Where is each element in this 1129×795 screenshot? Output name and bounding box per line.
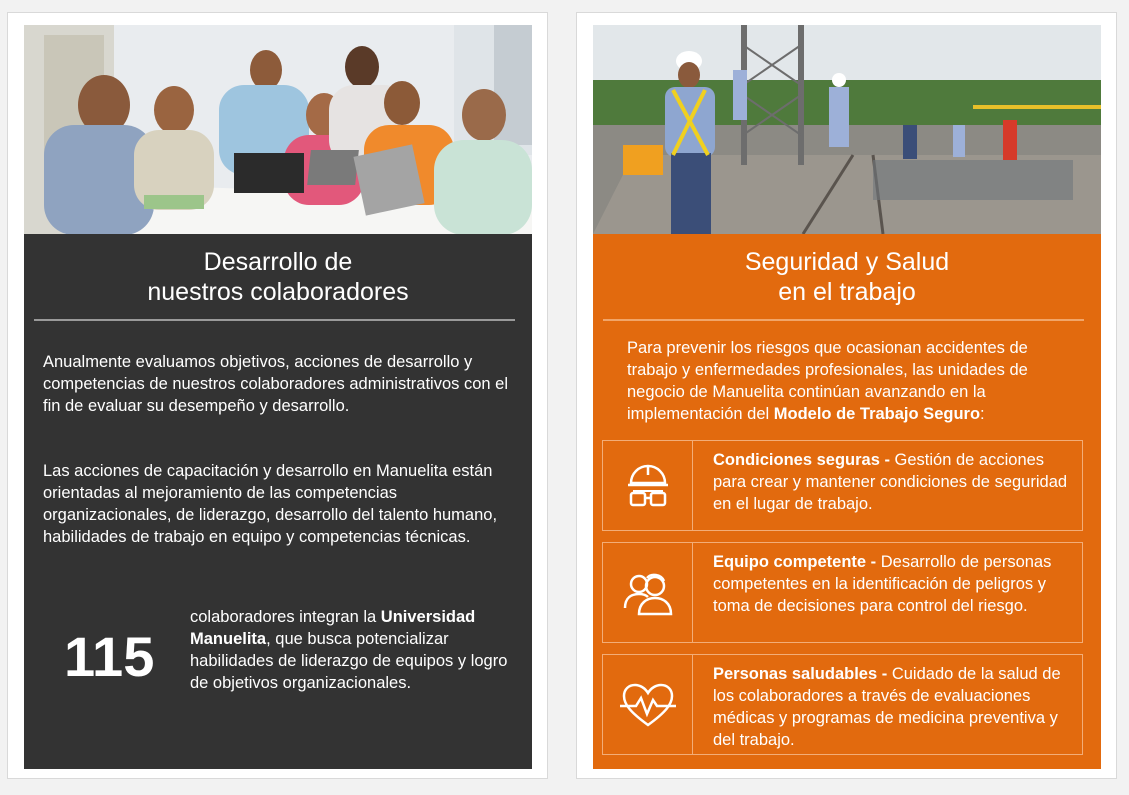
hardhat-goggles-icon bbox=[623, 461, 673, 511]
training-paragraph: Las acciones de capacitación y desarrollo en Manuelita están orientadas al mejoramiento de las competencias organizacionales, de liderazgo, desarrollo del talento humano, habilidades de trabajo en equipo y competencias técnicas. bbox=[43, 462, 498, 546]
safety-workers-photo bbox=[593, 25, 1101, 234]
feature-text bbox=[713, 663, 1068, 751]
feature-description: Gestión de acciones para crear y mantener condiciones de seguridad en el lugar de trabajo. bbox=[713, 451, 1068, 513]
development-title-line2: nuestros colaboradores bbox=[147, 278, 409, 306]
development-panel bbox=[24, 25, 532, 769]
safety-title-line2: en el trabajo bbox=[778, 278, 916, 306]
collaborators-count: 115 bbox=[64, 625, 155, 688]
stat-text-after: , que busca potencializar habilidades de liderazgo de equipos y logro de objetivos organizacionales. bbox=[190, 630, 508, 692]
left-card bbox=[7, 12, 548, 779]
feature-description: Cuidado de la salud de los colaboradores a través de evaluaciones médicas y programas de medicina preventiva y del trabajo. bbox=[713, 665, 1061, 749]
development-title bbox=[24, 247, 532, 307]
feature-safe-conditions bbox=[602, 440, 1083, 531]
heart-pulse-icon bbox=[618, 680, 678, 730]
team-meeting-photo bbox=[24, 25, 532, 234]
feature-text bbox=[713, 551, 1068, 617]
feature-description: Desarrollo de personas competentes en la identificación de peligros y toma de decisiones para control del riesgo. bbox=[713, 553, 1052, 615]
feature-title: Condiciones seguras - bbox=[713, 451, 895, 469]
safe-work-model: Modelo de Trabajo Seguro bbox=[773, 405, 981, 423]
intro-text: Para prevenir los riesgos que ocasionan accidentes de trabajo y enfermedades profesionales, las unidades de negocio de Manuelita continúan avanzando en la implementación del bbox=[627, 339, 1028, 423]
evaluation-paragraph: Anualmente evaluamos objetivos, acciones de desarrollo y competencias de nuestros colaboradores administrativos con el fin de evaluar su desempeño y desarrollo. bbox=[43, 353, 508, 415]
feature-text bbox=[713, 449, 1068, 515]
feature-icon-cell bbox=[603, 543, 693, 642]
feature-icon-cell bbox=[603, 655, 693, 754]
university-stat-text bbox=[190, 606, 510, 694]
feature-healthy-people bbox=[602, 654, 1083, 755]
intro-end: : bbox=[980, 405, 985, 423]
team-people-icon bbox=[621, 568, 675, 618]
safety-title-divider bbox=[603, 319, 1084, 321]
university-name: Universidad Manuelita bbox=[190, 608, 476, 648]
safety-panel bbox=[593, 25, 1101, 769]
feature-competent-team bbox=[602, 542, 1083, 643]
development-title-line1: Desarrollo de bbox=[203, 248, 353, 276]
feature-icon-cell bbox=[603, 441, 693, 530]
title-divider bbox=[34, 319, 515, 321]
safety-title-line1: Seguridad y Salud bbox=[744, 248, 950, 276]
stat-text-before: colaboradores integran la bbox=[190, 608, 381, 626]
feature-title: Equipo competente - bbox=[713, 553, 881, 571]
safety-title bbox=[593, 247, 1101, 307]
right-card bbox=[576, 12, 1117, 779]
feature-title: Personas saludables - bbox=[713, 665, 892, 683]
safety-intro-paragraph bbox=[627, 337, 1077, 425]
